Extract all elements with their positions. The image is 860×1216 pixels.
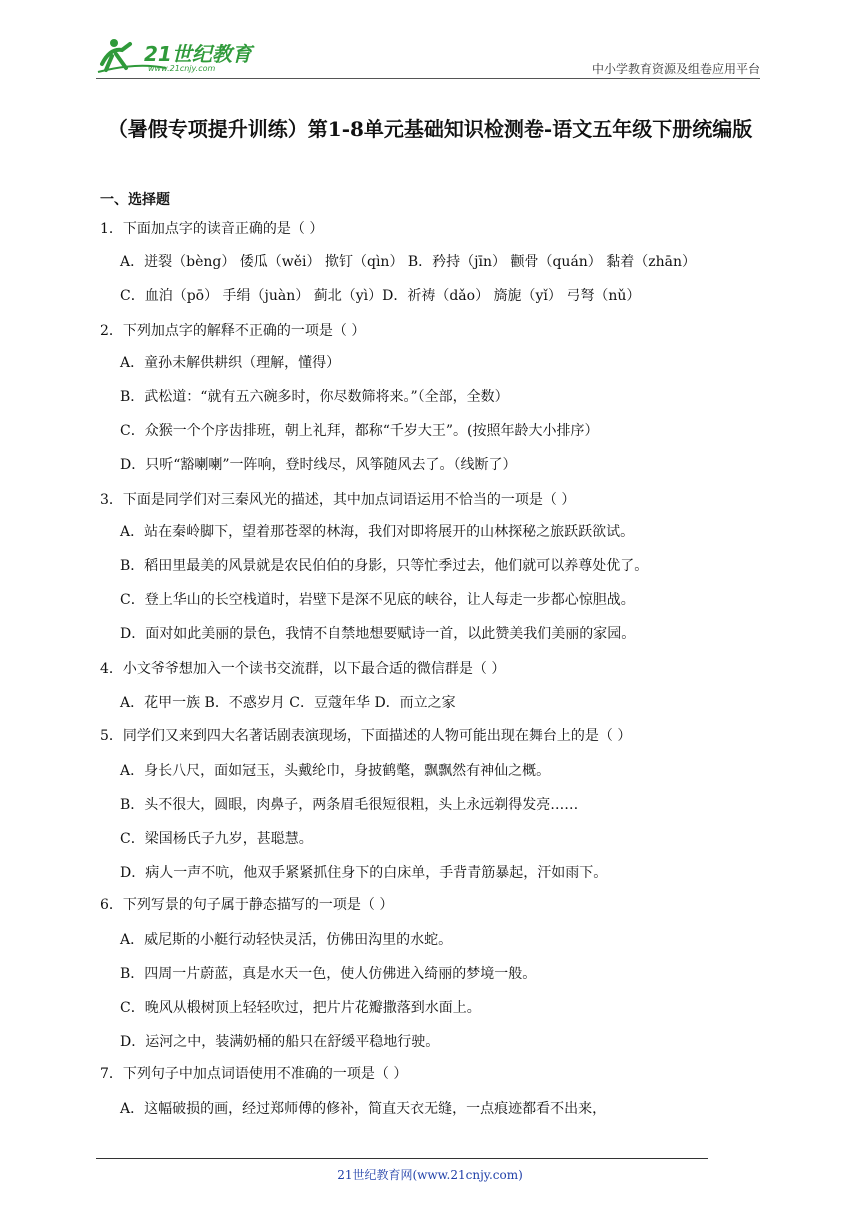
question-2-option-c: C．众猴一个个序齿排班，朝上礼拜，都称“千岁大王”。(按照年龄大小排序） xyxy=(120,423,599,439)
question-2-option-b: B．武松道：“就有五六碗多时，你尽数筛将来。”（全部，全数） xyxy=(120,389,509,405)
question-6-option-a: A．威尼斯的小艇行动轻快灵活，仿佛田沟里的水蛇。 xyxy=(120,932,453,948)
page-title: （暑假专项提升训练）第1-8单元基础知识检测卷-语文五年级下册统编版 xyxy=(107,117,753,141)
question-2-stem: 2．下列加点字的解释不正确的一项是（ ） xyxy=(100,323,366,339)
question-5-stem: 5．同学们又来到四大名著话剧表演现场，下面描述的人物可能出现在舞台上的是（ ） xyxy=(100,728,632,744)
logo-text: 21世纪教育 xyxy=(144,42,252,66)
question-1-options-row-2: C．血泊（pō） 手绢（juàn） 蓟北（yì）D．祈祷（dǎo） 旖旎（yǐ） 弓弩（nǔ） xyxy=(120,288,641,304)
question-7-option-a: A．这幅破损的画，经过郑师傅的修补，简直天衣无缝，一点痕迹都看不出来， xyxy=(120,1101,607,1117)
question-3-stem: 3．下面是同学们对三秦风光的描述，其中加点词语运用不恰当的一项是（ ） xyxy=(100,492,576,508)
question-5-option-a: A．身长八尺，面如冠玉，头戴纶巾，身披鹤氅，飘飘然有神仙之概。 xyxy=(120,763,551,779)
question-3-option-d: D．面对如此美丽的景色，我情不自禁地想要赋诗一首，以此赞美我们美丽的家园。 xyxy=(120,626,636,642)
question-3-option-a: A．站在秦岭脚下，望着那苍翠的林海，我们对即将展开的山林探秘之旅跃跃欲试。 xyxy=(120,524,635,540)
header-divider xyxy=(96,78,760,79)
question-2-option-a: A．童孙未解供耕织（理解，懂得） xyxy=(120,355,341,371)
platform-name: 中小学教育资源及组卷应用平台 xyxy=(591,62,760,76)
question-2-option-d: D．只听“豁喇喇”一阵响，登时线尽，风筝随风去了。（线断了） xyxy=(120,457,517,473)
section-heading: 一、选择题 xyxy=(100,192,170,208)
question-7-stem: 7．下列句子中加点词语使用不准确的一项是（ ） xyxy=(100,1066,408,1082)
question-6-option-b: B．四周一片蔚蓝，真是水天一色，使人仿佛进入绮丽的梦境一般。 xyxy=(120,966,537,982)
question-6-stem: 6．下列写景的句子属于静态描写的一项是（ ） xyxy=(100,897,394,913)
footer-divider xyxy=(96,1158,708,1159)
question-5-option-d: D．病人一声不吭，他双手紧紧抓住身下的白床单，手背青筋暴起，汗如雨下。 xyxy=(120,865,608,881)
question-6-option-c: C．晚风从椴树顶上轻轻吹过，把片片花瓣撒落到水面上。 xyxy=(120,1000,481,1016)
question-6-option-d: D．运河之中，装满奶桶的船只在舒缓平稳地行驶。 xyxy=(120,1034,440,1050)
page-footer: 21世纪教育网(www.21cnjy.com) xyxy=(337,1168,523,1182)
question-3-option-b: B．稻田里最美的风景就是农民伯伯的身影，只等忙季过去，他们就可以养尊处优了。 xyxy=(120,558,649,574)
question-5-option-b: B．头不很大，圆眼，肉鼻子，两条眉毛很短很粗，头上永远剃得发亮…… xyxy=(120,797,579,813)
question-1-stem: 1．下面加点字的读音正确的是（ ） xyxy=(100,221,324,237)
page-header xyxy=(96,28,760,78)
question-4-stem: 4．小文爷爷想加入一个读书交流群，以下最合适的微信群是（ ） xyxy=(100,661,506,677)
question-3-option-c: C．登上华山的长空栈道时，岩壁下是深不见底的峡谷，让人每走一步都心惊胆战。 xyxy=(120,592,635,608)
question-1-options-row-1: A．迸裂（bèng） 倭瓜（wěi） 揿钉（qìn） B．矜持（jīn） 颧骨（quán） 黏着（zhān） xyxy=(120,254,697,270)
question-4-options: A．花甲一族 B．不惑岁月 C．豆蔻年华 D．而立之家 xyxy=(120,695,456,711)
question-5-option-c: C．梁国杨氏子九岁，甚聪慧。 xyxy=(120,831,313,847)
logo-url: www.21cnjy.com xyxy=(148,64,216,73)
